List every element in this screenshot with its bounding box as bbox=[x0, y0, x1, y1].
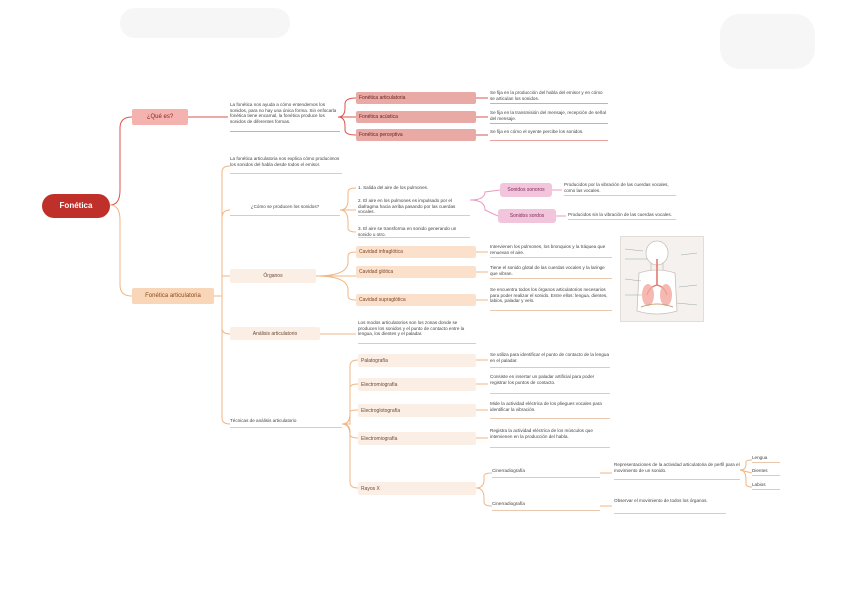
step-2: 2. El aire en los pulmones es impulsado por el diafragma hacia arriba pasando por las cuerdas vocales. bbox=[358, 198, 470, 216]
connector-root-articulatoria bbox=[110, 205, 132, 296]
type-perceptiva[interactable]: Fonética perceptiva bbox=[356, 129, 476, 141]
anatomy-illustration-icon bbox=[621, 237, 703, 321]
electropalatografia-detail: Consiste en insertar un paladar artificial para poder registrar los puntos de contacto. bbox=[490, 374, 610, 394]
como-producimos-label[interactable]: ¿Cómo se producen los sonidos? bbox=[230, 204, 340, 216]
modos-detail: Los modos articulatorios son los zonas donde se producen los sonidos y el punto de contacto entre la lengua, los dientes y el paladar. bbox=[358, 320, 476, 344]
anatomy-image bbox=[620, 236, 704, 322]
electromiografia-detail: Registra la actividad eléctrica de los músculos que intervienen en la producción del habla. bbox=[490, 428, 610, 448]
type-articulatoria[interactable]: Fonética articulatoria bbox=[356, 92, 476, 104]
sonidos-sordos-detail: Producidos sin la vibración de las cuerdas vocales. bbox=[568, 212, 676, 220]
branch-articulatoria[interactable]: Fonética articulatoria bbox=[132, 288, 214, 304]
cinerradiografia-2-detail: Observar el movimiento de todos los órganos. bbox=[614, 498, 726, 514]
type-perceptiva-detail: Se fija en cómo el oyente percibe los sonidos. bbox=[490, 129, 608, 141]
modos-label[interactable]: Análisis articulatorio bbox=[230, 327, 320, 340]
sub-lengua: Lengua bbox=[752, 455, 780, 463]
sonidos-sonoros-detail: Producidos por la vibración de las cuerdas vocales, como las vocales. bbox=[564, 182, 676, 196]
tecnica-rayos-x[interactable]: Rayos X bbox=[358, 482, 476, 495]
cavidad-infraglotica-detail: Intervienen los pulmones, los bronquios y la tráquea que renuevan el aire. bbox=[490, 244, 612, 258]
type-acustica[interactable]: Fonética acústica bbox=[356, 111, 476, 123]
palatografia-detail: Se utiliza para identificar el punto de contacto de la lengua en el paladar. bbox=[490, 352, 610, 368]
step-3: 3. El aire se transforma en sonido generando un sonido u otro. bbox=[358, 226, 470, 238]
articulatoria-intro: La fonética articulatoria nos explica cómo producimos los sonidos del habla desde todos el emisor. bbox=[230, 156, 342, 174]
rayos-cinerradiografia-1[interactable]: Cinerradiografía bbox=[492, 468, 600, 478]
tecnica-electromiografia[interactable]: Electromiografía bbox=[358, 432, 476, 445]
branch-que-es[interactable]: ¿Qué es? bbox=[132, 109, 188, 125]
cavidad-glotica[interactable]: Cavidad glótica bbox=[356, 266, 476, 278]
sonidos-sonoros[interactable]: Sonidos sonoros bbox=[500, 183, 552, 197]
sub-labios: Labios bbox=[752, 482, 780, 490]
que-es-description: La fonética nos ayuda a cómo entendemos los sonidos, para no hay una única forma. Sin enfocarla fonética tiene encarnal, la fonética produce los sonidos de diferentes formas. bbox=[230, 102, 340, 132]
sub-dientes: Dientes bbox=[752, 468, 780, 476]
cavidad-supraglotica[interactable]: Cavidad supraglótica bbox=[356, 294, 476, 306]
organos-label[interactable]: Órganos bbox=[230, 269, 316, 283]
connector-root-que-es bbox=[110, 117, 132, 205]
root-node[interactable]: Fonética bbox=[42, 194, 110, 218]
cavidad-infraglotica[interactable]: Cavidad infraglótica bbox=[356, 246, 476, 258]
cavidad-supraglotica-detail: Se encuentra todos los órganos articulatorios necesarios para poder realizar el sonido. Entre ellos: lengua, dientes, labios, paladar y velo. bbox=[490, 287, 612, 311]
rayos-cinerradiografia-2[interactable]: Cinerradiografía bbox=[492, 501, 600, 511]
cavidad-glotica-detail: Tiene el sonido glotal de las cuerdas vocales y la laringe que vibran. bbox=[490, 265, 612, 279]
type-articulatoria-detail: Se fija en la producción del habla del emisor y en cómo se articulan los sonidos. bbox=[490, 90, 608, 104]
tecnica-electroglotografia[interactable]: Electroglotografía bbox=[358, 404, 476, 417]
tecnica-palatografia[interactable]: Palatografía bbox=[358, 354, 476, 367]
cinerradiografia-1-detail: Representaciones de la actividad articulatoria de perfil para el movimiento de un sonido. bbox=[614, 462, 740, 480]
sonidos-sordos[interactable]: Sonidos sordos bbox=[498, 209, 556, 223]
step-1: 1. Salida del aire de los pulmones. bbox=[358, 185, 429, 190]
electroglotografia-detail: Mide la actividad eléctrica de los pliegues vocales para identificar la vibración. bbox=[490, 401, 610, 419]
tecnica-electropalatografia[interactable]: Electromiografía bbox=[358, 378, 476, 391]
type-acustica-detail: Se fija en la transmisión del mensaje, recepción de señal del mensaje. bbox=[490, 110, 608, 124]
tecnicas-label[interactable]: Técnicas de análisis articulatorio bbox=[230, 418, 342, 428]
